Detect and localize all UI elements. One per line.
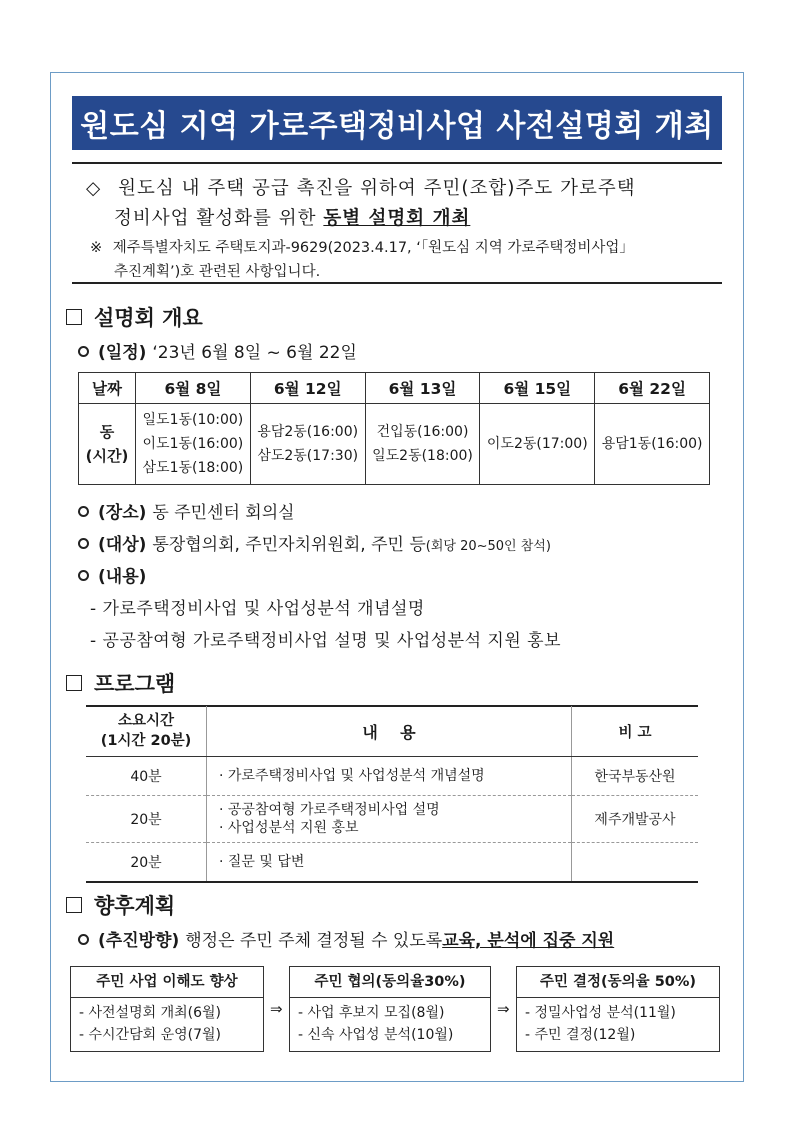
program-time: 20분 [86,843,207,883]
program-content [207,757,572,796]
schedule-date: 6월 8일 [136,373,251,404]
cell-entry: 일도1동(10:00) [142,412,244,428]
plan-box-decision [516,966,720,1052]
plan-box-title-text: 주민 결정 [539,974,602,990]
circle-bullet-icon [78,538,89,549]
plan-box-item: - 수시간담회 운영(7월) [79,1027,221,1043]
schedule-body-row [79,404,710,485]
row-header-line-2: (시간) [85,447,129,465]
plan-box-item: - 주민 결정(12월) [525,1027,636,1043]
plan-box-consultation [289,966,491,1052]
content-item [78,562,152,587]
target-label: (대상) [98,535,147,555]
intro-line-2 [114,204,470,230]
checkbox-square-icon [66,309,82,325]
circle-bullet-icon [78,346,89,357]
program-header-note: 비 고 [572,706,699,757]
content-list-item: - 가로주택정비사업 및 사업성분석 개념설명 [90,599,425,619]
intro-box [72,162,722,284]
direction-emphasis: 교육, 분석에 집중 지원 [442,931,615,951]
plan-box-understanding [70,966,264,1052]
intro-text-2: 정비사업 활성화를 위한 [114,208,324,229]
place-value: 동 주민센터 회의실 [152,503,295,523]
note-mark: ※ [90,240,103,256]
content-label: (내용) [98,567,147,587]
section-plan-title: 향후계획 [94,894,176,918]
plan-box-item: - 사업 후보지 모집(8월) [298,1005,445,1021]
plan-box-item: - 신속 사업성 분석(10월) [298,1027,454,1043]
content-list-item: - 공공참여형 가로주택정비사업 설명 및 사업성분석 지원 홍보 [90,631,562,651]
program-note: 제주개발공사 [572,796,699,843]
program-content-line: · 질문 및 답변 [219,854,305,870]
plan-box-title [517,967,719,998]
circle-bullet-icon [78,934,89,945]
schedule-date: 6월 22일 [595,373,710,404]
schedule-cell [250,404,365,485]
schedule-date: 6월 12일 [250,373,365,404]
plan-box-list [290,998,490,1046]
section-overview-heading [66,302,203,332]
page-title: 원도심 지역 가로주택정비사업 사전설명회 개최 [72,96,722,150]
diamond-icon: ◇ [86,178,102,199]
program-header-row [86,706,698,757]
cell-entry: 삼도2동(17:30) [257,448,359,464]
schedule-date: 6월 15일 [480,373,595,404]
direction-item [78,926,614,951]
plan-box-title-text: 주민 사업 이해도 향상 [96,974,238,990]
header-time-line-2: (1시간 20분) [100,733,192,749]
schedule-date: 6월 13일 [365,373,480,404]
cell-entry: 이도1동(16:00) [142,436,244,452]
plan-box-list [71,998,263,1046]
cell-entry: 일도2동(18:00) [372,448,473,464]
program-row [86,843,698,883]
cell-entry: 건입동(16:00) [376,424,469,440]
schedule-header-row [79,373,710,404]
plan-box-title [290,967,490,998]
schedule-row-header [79,404,136,485]
schedule-cell [480,404,595,485]
schedule-cell [595,404,710,485]
cell-entry: 용담2동(16:00) [257,424,359,440]
plan-box-title [71,967,263,998]
program-row [86,796,698,843]
cell-entry: 이도2동(17:00) [486,436,588,452]
program-content-line: · 가로주택정비사업 및 사업성분석 개념설명 [219,768,485,784]
section-program-heading [66,668,175,698]
program-content [207,796,572,843]
section-program-title: 프로그램 [94,672,176,696]
arrow-right-icon: ⇒ [270,1000,283,1018]
direction-label: (추진방향) [98,931,180,951]
target-note: (회당 20~50인 참석) [425,539,551,554]
program-row [86,757,698,796]
program-header-content: 내 용 [207,706,572,757]
plan-box-title-text: 주민 협의 [314,974,376,990]
plan-box-title-sub: (동의율 50%) [601,974,697,990]
cell-entry: 삼도1동(18:00) [142,460,244,476]
target-value: 통장협의회, 주민자치위원회, 주민 등 [152,535,426,555]
program-time: 20분 [86,796,207,843]
schedule-label: (일정) [98,343,147,363]
plan-box-title-sub: (동의율30%) [375,974,466,990]
program-content-line: · 공공참여형 가로주택정비사업 설명 [219,802,440,818]
plan-box-item: - 정밀사업성 분석(11월) [525,1005,676,1021]
program-content [207,843,572,883]
schedule-table [78,372,710,485]
place-item [78,498,295,523]
arrow-right-icon: ⇒ [497,1000,510,1018]
intro-line-1 [86,174,636,200]
direction-text: 행정은 주민 주체 결정될 수 있도록 [185,931,443,951]
section-overview-title: 설명회 개요 [94,306,203,330]
schedule-cell [136,404,251,485]
note-text-1: 제주특별자치도 주택토지과-9629(2023.4.17, ‘「원도심 지역 가로주택정비사업」 [112,240,634,256]
header-time-line-1: 소요시간 [117,713,175,729]
schedule-item [78,338,357,363]
section-plan-heading [66,890,175,920]
program-note-empty [572,843,699,883]
plan-box-list [517,998,719,1046]
circle-bullet-icon [78,506,89,517]
schedule-cell [365,404,480,485]
cell-entry: 용담1동(16:00) [601,436,703,452]
intro-emphasis: 동별 설명회 개최 [323,208,471,229]
checkbox-square-icon [66,675,82,691]
intro-note-2: 추진계획’)호 관련된 사항입니다. [114,264,321,280]
place-label: (장소) [98,503,147,523]
program-time: 40분 [86,757,207,796]
intro-note-1 [90,236,634,257]
program-note: 한국부동산원 [572,757,699,796]
circle-bullet-icon [78,570,89,581]
target-item [78,530,551,555]
plan-box-item: - 사전설명회 개최(6월) [79,1005,221,1021]
schedule-value: ‘23년 6월 8일 ~ 6월 22일 [152,343,357,363]
program-table [86,706,698,883]
program-header-time [86,706,207,757]
checkbox-square-icon [66,897,82,913]
intro-text-1: 원도심 내 주택 공급 촉진을 위하여 주민(조합)주도 가로주택 [118,178,636,199]
schedule-col-header: 날짜 [79,373,136,404]
row-header-line-1: 동 [99,423,115,441]
program-content-line: · 사업성분석 지원 홍보 [219,820,359,836]
